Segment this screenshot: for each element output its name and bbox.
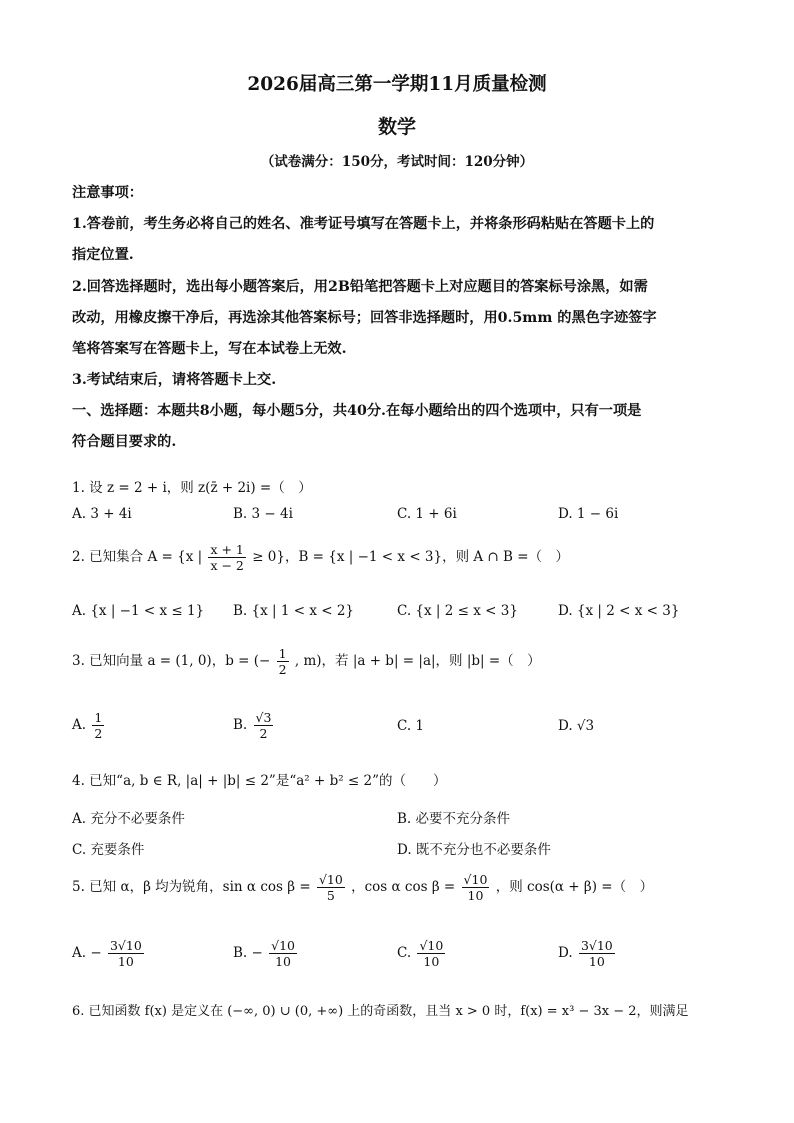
question-5-option-c-numerator: √10 <box>419 938 444 953</box>
question-5-fraction-1 <box>317 872 345 903</box>
question-3-stem-suffix: , m)，若 |a + b| = |a|，则 |b| =（ ） <box>294 653 541 669</box>
question-5-option-c-denominator: 10 <box>423 954 440 969</box>
question-1-option-a: A. 3 + 4i <box>72 506 132 522</box>
notice-heading: 注意事项： <box>72 185 143 201</box>
question-2-stem <box>72 542 569 573</box>
section-1-heading-line-1: 一、选择题：本题共8小题，每小题5分，共40分.在每小题给出的四个选项中，只有一项是 <box>72 403 642 419</box>
question-3-option-b-denominator: 2 <box>259 726 268 741</box>
question-3-option-d: D. √3 <box>558 718 595 734</box>
question-2-option-c: C. {x | 2 ≤ x < 3} <box>397 603 518 619</box>
question-5-option-d-fraction <box>579 938 615 969</box>
question-5-option-b-label: B. − <box>233 945 263 961</box>
question-5-stem <box>72 872 653 903</box>
question-1-option-c: C. 1 + 6i <box>397 506 457 522</box>
section-1-heading-line-2: 符合题目要求的. <box>72 434 177 450</box>
question-5-stem-suffix: ，则 cos(α + β) =（ ） <box>495 879 654 895</box>
question-4-stem: 4. 已知“a, b ∈ R, |a| + |b| ≤ 2”是“a² + b² ≤ 2”的（ ） <box>72 773 447 789</box>
question-3-option-b-label: B. <box>233 717 248 733</box>
question-3-option-c: C. 1 <box>397 718 425 734</box>
question-5-option-c <box>397 938 447 969</box>
question-3-option-a-label: A. <box>72 717 87 733</box>
question-5-option-c-fraction <box>417 938 445 969</box>
question-3-option-a-fraction <box>92 710 104 741</box>
question-3-option-a <box>72 710 106 741</box>
question-1-option-d: D. 1 − 6i <box>558 506 619 522</box>
question-5-option-b-fraction <box>269 938 297 969</box>
notice-item-2-line-3: 笔将答案写在答题卡上，写在本试卷上无效. <box>72 341 347 357</box>
question-4-option-a: A. 充分不必要条件 <box>72 811 185 827</box>
question-5-fraction-1-numerator: √10 <box>318 872 343 887</box>
question-5-option-b-numerator: √10 <box>271 938 295 953</box>
question-5-option-a-numerator: 3√10 <box>109 938 142 953</box>
question-1-stem: 1. 设 z = 2 + i，则 z(z̄ + 2i) =（ ） <box>72 480 312 496</box>
question-3-option-b-fraction <box>254 710 274 741</box>
notice-item-1-line-2: 指定位置. <box>72 247 134 263</box>
question-2-stem-suffix: ≥ 0}，B = {x | −1 < x < 3}，则 A ∩ B =（ ） <box>252 549 570 565</box>
question-2-fraction-numerator: x + 1 <box>210 542 244 557</box>
question-5-option-d-numerator: 3√10 <box>580 938 613 953</box>
subject-title: 数学 <box>377 116 416 138</box>
question-5-option-c-label: C. <box>397 945 412 961</box>
question-2-fraction <box>208 542 245 573</box>
question-5-option-a-denominator: 10 <box>117 954 134 969</box>
notice-item-2-line-1: 2.回答选择题时，选出每小题答案后，用2B铅笔把答题卡上对应题目的答案标号涂黑，如需 <box>72 279 648 295</box>
question-3-fraction-numerator: 1 <box>278 646 287 661</box>
page-title: 2026届高三第一学期11月质量检测 <box>247 74 547 95</box>
question-3-stem <box>72 646 541 677</box>
notice-item-3: 3.考试结束后，请将答题卡上交. <box>72 372 277 388</box>
question-5-option-a-fraction <box>108 938 144 969</box>
exam-info: （试卷满分：150分，考试时间：120分钟） <box>260 154 534 170</box>
question-1-option-b: B. 3 − 4i <box>233 506 293 522</box>
question-3-option-b-numerator: √3 <box>255 710 272 725</box>
question-2-option-b: B. {x | 1 < x < 2} <box>233 603 355 619</box>
question-4-option-c: C. 充要条件 <box>72 842 145 858</box>
question-3-option-b <box>233 710 275 741</box>
question-5-option-d-label: D. <box>558 945 573 961</box>
question-5-fraction-1-denominator: 5 <box>326 888 335 903</box>
notice-item-1-line-1: 1.答卷前，考生务必将自己的姓名、准考证号填写在答题卡上，并将条形码粘贴在答题卡上的 <box>72 216 655 232</box>
question-4-option-b: B. 必要不充分条件 <box>397 811 511 827</box>
question-5-option-a <box>72 938 146 969</box>
question-2-option-a: A. {x | −1 < x ≤ 1} <box>72 603 205 619</box>
question-3-fraction-denominator: 2 <box>278 662 287 677</box>
question-2-option-d: D. {x | 2 < x < 3} <box>558 603 680 619</box>
question-5-stem-middle: ，cos α cos β = <box>351 879 456 895</box>
question-5-fraction-2 <box>462 872 490 903</box>
question-5-option-b <box>233 938 299 969</box>
question-5-fraction-2-denominator: 10 <box>467 888 484 903</box>
question-2-fraction-denominator: x − 2 <box>210 558 244 573</box>
question-3-option-a-denominator: 2 <box>94 726 103 741</box>
question-5-option-d-denominator: 10 <box>588 954 605 969</box>
question-6-stem: 6. 已知函数 f(x) 是定义在 (−∞, 0) ∪ (0, +∞) 上的奇函数，且当 x > 0 时，f(x) = x³ − 3x − 2，则满足 <box>72 1004 689 1019</box>
question-5-option-a-label: A. − <box>72 945 102 961</box>
question-3-fraction <box>277 646 289 677</box>
question-3-stem-prefix: 3. 已知向量 a = (1, 0)，b = (− <box>72 653 271 669</box>
question-4-option-d: D. 既不充分也不必要条件 <box>397 842 551 858</box>
question-5-fraction-2-numerator: √10 <box>463 872 488 887</box>
question-5-option-b-denominator: 10 <box>275 954 292 969</box>
question-5-stem-prefix: 5. 已知 α，β 均为锐角，sin α cos β = <box>72 879 311 895</box>
question-5-option-d <box>558 938 617 969</box>
question-3-option-a-numerator: 1 <box>94 710 103 725</box>
notice-item-2-line-2: 改动，用橡皮擦干净后，再选涂其他答案标号；回答非选择题时，用0.5mm 的黑色字迹签字 <box>72 310 657 326</box>
question-2-stem-prefix: 2. 已知集合 A = {x | <box>72 549 203 565</box>
